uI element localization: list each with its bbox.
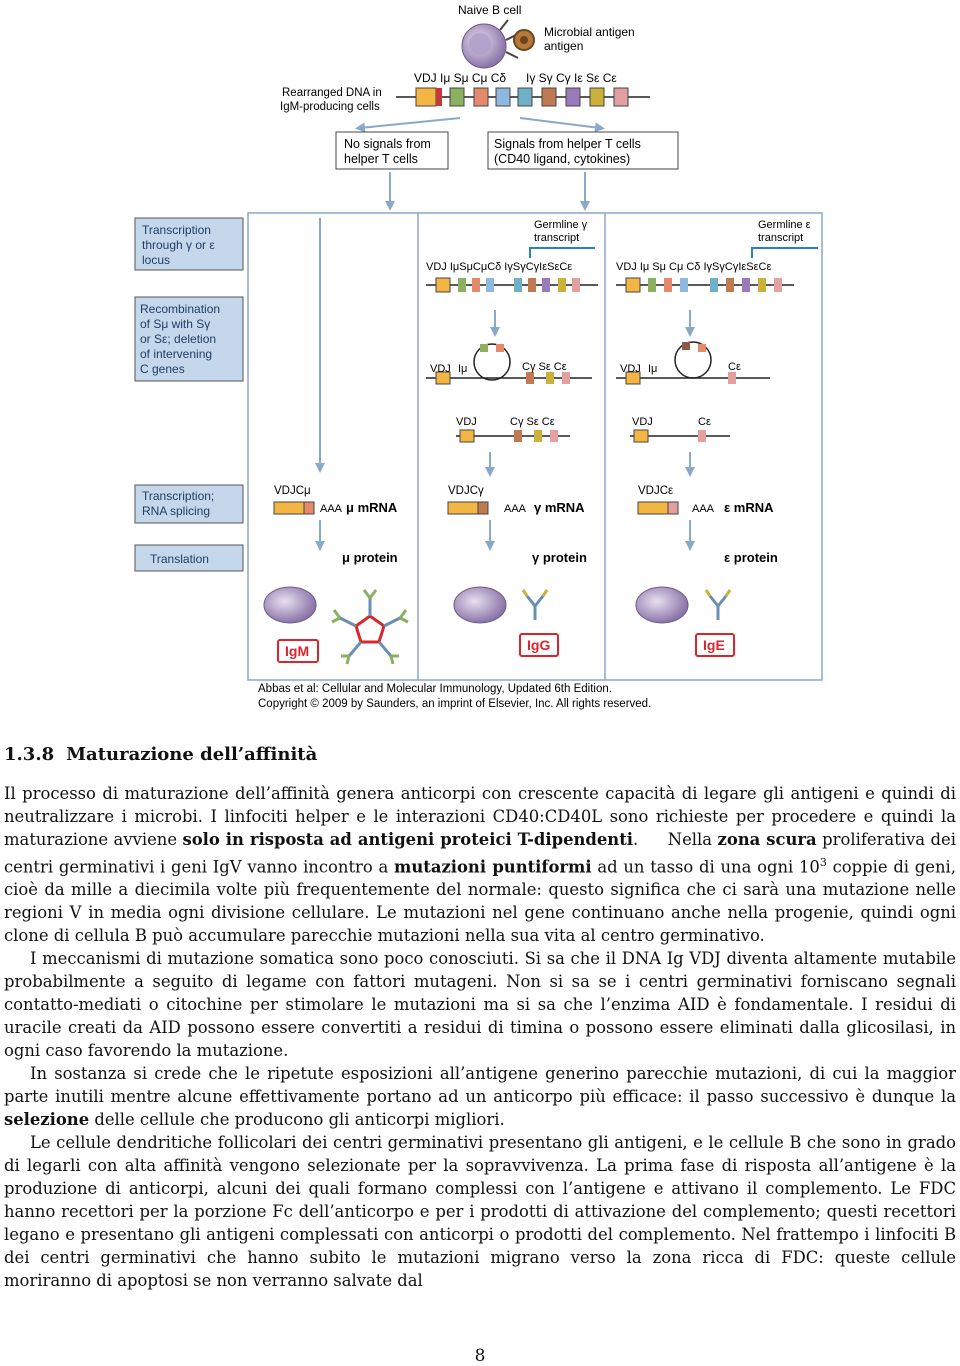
section-title: Maturazione dell’affinità xyxy=(66,744,318,765)
svg-text:of intervening: of intervening xyxy=(140,347,213,361)
svg-text:Transcription: Transcription xyxy=(142,223,211,237)
svg-text:Transcription;: Transcription; xyxy=(142,489,215,503)
germline-epsilon-label: Germline ε xyxy=(758,219,811,231)
svg-text:transcript: transcript xyxy=(534,232,580,244)
svg-text:RNA splicing: RNA splicing xyxy=(142,504,211,518)
svg-text:C genes: C genes xyxy=(140,362,185,376)
gene-row-epsilon: VDJ Iμ Sμ Cμ Cδ IγSγCγIεSεCε xyxy=(616,261,772,273)
top-gene-row xyxy=(396,71,650,106)
svg-text:μ mRNA: μ mRNA xyxy=(346,500,398,515)
svg-text:AAA: AAA xyxy=(692,503,715,515)
svg-text:VDJ: VDJ xyxy=(632,416,653,428)
gene-row-gamma: VDJ IμSμCμCδ IγSγCγIεSεCε xyxy=(426,261,573,273)
microbial-antigen-label: Microbial antigen xyxy=(544,25,635,39)
svg-text:γ mRNA: γ mRNA xyxy=(534,500,585,515)
page-number: 8 xyxy=(474,1346,486,1366)
svg-text:ε mRNA: ε mRNA xyxy=(724,500,774,515)
svg-text:or Sε; deletion: or Sε; deletion xyxy=(140,332,217,346)
mu-protein-label: μ protein xyxy=(342,550,398,565)
post-deletion-epsilon: Cε xyxy=(698,416,711,428)
naive-b-cell-icon xyxy=(462,20,518,68)
igg-label: IgG xyxy=(527,637,551,653)
step-labels xyxy=(135,218,243,571)
paragraph-1: Il processo di maturazione dell’affinità genera anticorpi con crescente capacità di legare gli antigeni e quindi di neutralizzare i microbi. I linfociti helper e le interazioni CD40:CD40L sono richieste per procedere e quindi la maturazione avviene solo in risposta ad antigeni proteici T-dipendenti. Nella zona scura proliferativa dei centri germinativi i geni IgV vanno incontro a mutazioni puntiformi ad un tasso di una ogni $10^3$ coppie di geni, cioè da mille a diecimila volte più frequentemente del normale: questo significa che ci sarà una mutazione nelle regioni V in media ogni divisione cellulare. Le mutazioni nel gene continuano anche nella progenie, quindi ogni clone di cellula B può accumulare parecchie mutazioni nella sua vita al centro germinativo. xyxy=(4,784,956,946)
epsilon-protein-label: ε protein xyxy=(724,550,778,565)
svg-text:VDJCε: VDJCε xyxy=(638,485,674,497)
svg-text:VDJ: VDJ xyxy=(430,363,451,375)
top-genes-left: VDJ Iμ Sμ Cμ Cδ xyxy=(414,71,507,85)
section-heading xyxy=(4,744,317,765)
svg-text:Cγ Sε Cε: Cγ Sε Cε xyxy=(522,361,567,373)
rearranged-dna-label: Rearranged DNA in xyxy=(282,87,382,99)
section-number: 1.3.8 xyxy=(4,744,55,765)
post-deletion-gamma: Cγ Sε Cε xyxy=(510,416,555,428)
microbial-antigen-label-2: antigen xyxy=(544,39,584,53)
svg-text:Iμ: Iμ xyxy=(648,363,658,375)
paragraph-4: Le cellule dendritiche follicolari dei centri germinativi presentano gli antigeni, e le cellule B che sono in grado di legarli con alta affinità vengono selezionate per la sopravvivenza. La prima fase di risposta all’antigene è la produzione di anticorpi, alcuni dei quali formano complessi con l’antigene e attivano il complemento. Le FDC hanno recettori per la porzione Fc dell’anticorpo e per i prodotti di attivazione del complemento; questi recettori legano e presentano gli antigeni complessati con anticorpi o prodotti del complemento. Nel frattempo i linfociti B dei centri germinativi che hanno subito le mutazioni migrano verso la zona ricca di FDC: queste cellule moriranno di apoptosi se non verranno salvate dal xyxy=(4,1133,956,1291)
svg-text:AAA: AAA xyxy=(320,503,343,515)
figure-caption-line2: Copyright © 2009 by Saunders, an imprint of Elsevier, Inc. All rights reserved. xyxy=(258,698,652,710)
paragraph-3: In sostanza si crede che le ripetute esposizioni all’antigene generino parecchie mutazioni, di cui la maggior parte inutili mentre alcune effettivamente portano ad un anticorpo più efficace: il passo successivo è dunque la selezione delle cellule che producono gli anticorpi migliori. xyxy=(4,1064,956,1130)
germline-gamma-label: Germline γ xyxy=(534,219,588,231)
svg-text:AAA: AAA xyxy=(504,503,527,515)
no-signals-line2: helper T cells xyxy=(344,152,418,166)
svg-text:Recombination: Recombination xyxy=(140,302,221,316)
gamma-protein-label: γ protein xyxy=(532,550,587,565)
svg-text:Cε: Cε xyxy=(728,361,741,373)
svg-text:transcript: transcript xyxy=(758,232,804,244)
body-text xyxy=(4,782,956,1292)
svg-text:of Sμ with Sγ: of Sμ with Sγ xyxy=(140,317,211,331)
svg-text:Translation: Translation xyxy=(150,552,209,566)
figure-caption-line1: Abbas et al: Cellular and Molecular Immunology, Updated 6th Edition. xyxy=(258,683,612,695)
paragraph-2: I meccanismi di mutazione somatica sono poco conosciuti. Si sa che il DNA Ig VDJ diventa altamente mutabile probabilmente a seguito di legame con fattori mutageni. Non si sa se i centri germinativi forniscano segnali contatto-mediati o citochine per stimolare le mutazioni ma si sa che l’enzima AID è fondamentale. I residui di uracile creati da AID possono essere convertiti a residui di timina o possono essere eliminati dalla glicosilasi, in ogni caso favorendo la mutazione. xyxy=(4,949,956,1061)
svg-text:VDJ: VDJ xyxy=(620,363,641,375)
svg-text:through γ or ε: through γ or ε xyxy=(142,238,215,252)
naive-b-cell-label: Naive B cell xyxy=(458,3,522,17)
svg-text:VDJ: VDJ xyxy=(456,416,477,428)
top-genes-right: Iγ Sγ Cγ Iε Sε Cε xyxy=(526,71,617,85)
signals-line2: (CD40 ligand, cytokines) xyxy=(494,152,631,166)
igm-label: IgM xyxy=(285,643,310,659)
ige-label: IgE xyxy=(703,637,725,653)
svg-text:VDJCμ: VDJCμ xyxy=(274,485,311,497)
svg-text:VDJCγ: VDJCγ xyxy=(448,485,484,497)
class-switch-figure xyxy=(130,0,830,715)
signals-line1: Signals from helper T cells xyxy=(494,137,641,151)
svg-text:locus: locus xyxy=(142,253,171,267)
rearranged-dna-label-2: IgM-producing cells xyxy=(280,101,380,113)
svg-text:Iμ: Iμ xyxy=(458,363,468,375)
microbial-antigen-icon xyxy=(514,30,534,50)
no-signals-line1: No signals from xyxy=(344,137,431,151)
